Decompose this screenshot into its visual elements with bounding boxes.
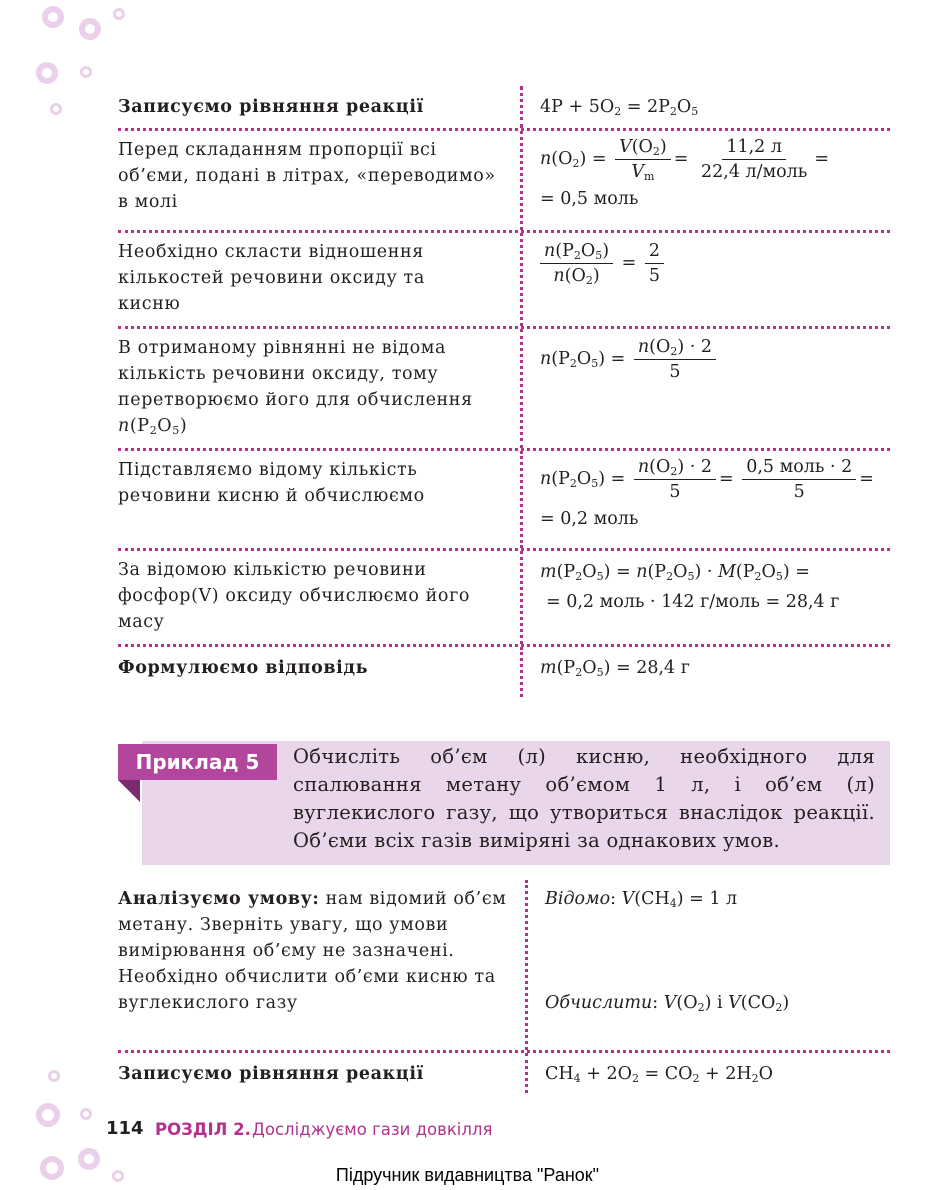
label-corner [118,780,140,802]
table-row [118,647,890,697]
chapter-number: РОЗДІЛ 2. [155,1120,251,1139]
reaction-equation: $4P + 5O_2 = 2P_2O_5$ [540,97,699,118]
reaction-equation: $CH_4 + 2O_2 = CO_2 + 2H_2O$ [545,1064,774,1085]
solution-table-2 [118,880,890,1093]
step-label: Підставляємо відому кількість речовини кисню й обчислюємо [118,460,425,506]
table-row [118,451,890,551]
table-row [118,131,890,233]
publisher-note: Підручник видавництва "Ранок" [335,1165,600,1185]
decor-circle [79,18,101,40]
step-label: За відомою кількістю речовини фосфор(V) оксиду обчислюємо його масу [118,560,470,632]
step-label: Записуємо рівняння реакції [118,97,424,117]
decor-circle [50,103,62,115]
step-label: В отриманому рівнянні не відома кількість речовини оксиду, тому перетворюємо його для обчислення $n(P_2O_5)$ [118,338,473,437]
solution-table [118,86,890,697]
example-text: Обчисліть об’єм (л) кисню, необхідного для спалювання метану об’ємом 1 л, і об’єм (л) вуглекислого газу, що утвориться внаслідок реакції. Об’єми всіх газів виміряні за однакових умов. [293,745,875,852]
table-row [118,551,890,647]
formula: $n(O_2)$ = $\frac{V(O_2)}{V_m}$ = $\frac{11,2 л}{\text{22,4 л/моль}}$ = = 0,5 моль [540,137,829,209]
step-label: Перед складанням пропорції всі об’єми, подані в літрах, «переводимо» в молі [118,140,496,212]
step-label: Записуємо рівняння реакції [118,1064,424,1084]
step-label: Формулюємо відповідь [118,658,369,678]
decor-circle [80,1108,92,1120]
formula: $n(P_2O_5)$ = $\frac{n(O_2) \cdot 2}{5}$ [520,329,890,448]
decor-circle [113,8,125,20]
example-label: Приклад 5 [118,744,277,780]
given-find: Відомо: $V(CH_4) = 1$ л Обчислити: $V(O_2)$ і $V(CO_2)$ [545,889,790,1014]
decor-circle [36,1103,60,1127]
table-row [118,880,890,1053]
decor-circle [36,62,58,84]
table-row [118,86,890,131]
page-number: 114 [106,1118,144,1139]
formula: $m(P_2O_5) = n(P_2O_5) \cdot M(P_2O_5)$ = = 0,2 моль · 142 г/моль = 28,4 г [540,562,840,612]
step-label: Необхідно скласти відношення кількостей речовини оксиду та кисню [118,242,425,314]
chapter-title: Досліджуємо гази довкілля [252,1120,493,1139]
formula: $n(P_2O_5)$ = $\frac{n(O_2) \cdot 2}{5}$ = $\frac{\text{0,5 моль · 2}}{5}$ = = 0,2 моль [540,457,874,529]
decor-circle [48,1070,60,1082]
table-row [118,1053,890,1093]
fraction: $\frac{11,2 л}{\text{22,4 л/моль}}$ [700,137,808,182]
answer: $m(P_2O_5) = 28,4$ г [540,658,690,679]
step-label: Аналізуємо умову: нам відомий об’єм метану. Зверніть увагу, що умови вимірювання об’єму не зазначені. Необхідно обчислити об’єми кисню та вуглекислого газу [118,889,507,1013]
table-row [118,233,890,329]
table-row [118,329,890,451]
formula: $\frac{n(P_2O_5)}{n(O_2)}$ = $\frac{2}{5}$ [520,233,890,326]
decor-circle [42,6,64,28]
fraction: $\frac{V(O_2)}{V_m}$ [615,135,671,184]
decor-circle [80,66,92,78]
